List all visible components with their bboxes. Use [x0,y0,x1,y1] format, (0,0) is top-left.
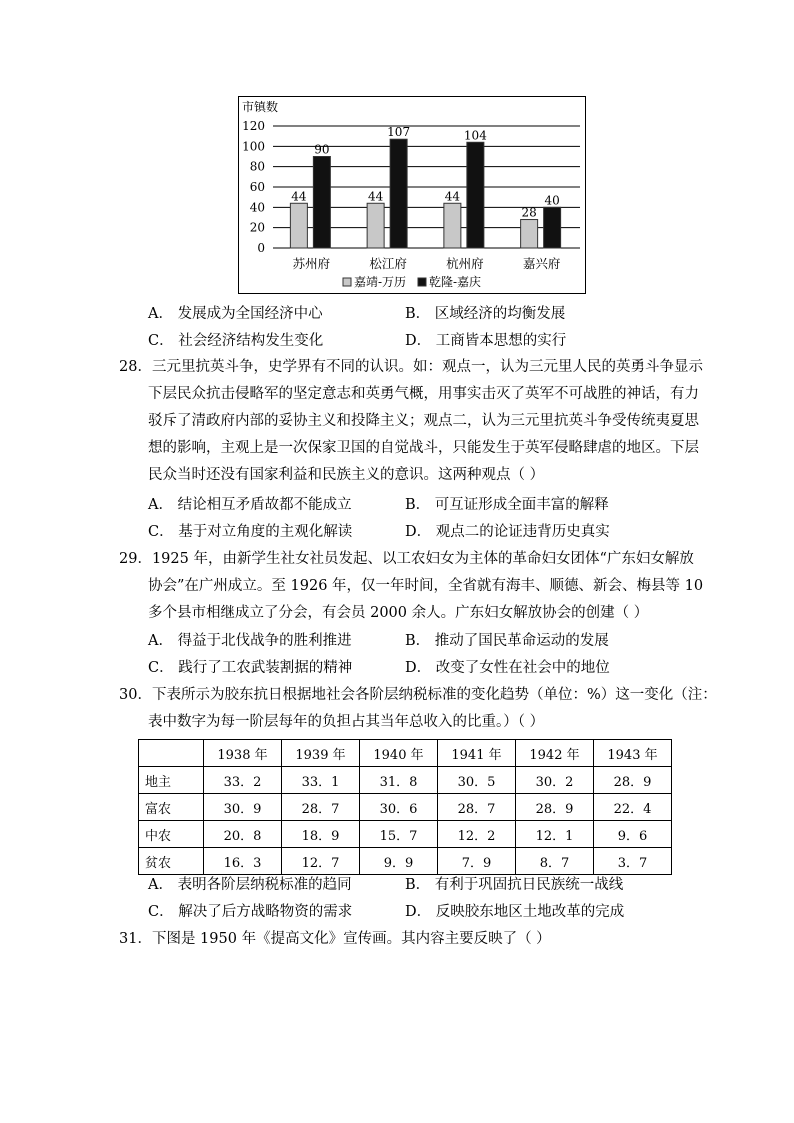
tax-rate-table [138,739,672,875]
q31-stem-line-1: 31．下图是 1950 年《提高文化》宣传画。其内容主要反映了（ ） [119,931,551,947]
table-cell: 28．9 [516,794,594,821]
table-row [139,794,672,821]
table-cell: 12．2 [438,821,516,848]
q28-stem-line-1: 28．三元里抗英斗争，史学界有不同的认识。如：观点一，认为三元里人民的英勇斗争显示 [119,359,703,375]
table-row-name: 贫农 [139,848,204,875]
legend-label: 乾隆-嘉庆 [429,275,482,289]
table-cell: 30．5 [438,767,516,794]
table-header-year: 1942 年 [516,740,594,767]
bar [313,157,330,249]
q27-option-d-label: D． [405,333,432,349]
bar-value-label: 90 [314,142,330,157]
q28-stem-line-4: 想的影响，主观上是一次保家卫国的自觉战斗，只能发生于英军侵略肆虐的地区。下层 [148,440,699,456]
q28-option-a-label: A． [148,497,173,513]
q27-option-a-text: 发展成为全国经济中心 [177,306,323,322]
q29-option-d-text: 改变了女性在社会中的地位 [435,660,610,676]
q30-option-d-text: 反映胶东地区土地改革的完成 [435,904,625,920]
y-tick-label: 20 [249,220,265,235]
town-count-chart [238,96,586,294]
bar [390,139,407,248]
table-cell: 9．9 [360,848,438,875]
q29-stem-line-3: 多个县市相继成立了分会，有会员 2000 余人。广东妇女解放协会的创建（ ） [148,605,649,621]
x-category-label: 嘉兴府 [522,256,561,271]
table-row-name: 地主 [139,767,204,794]
table-cell: 31．8 [360,767,438,794]
table-row [139,848,672,875]
q27-option-d[interactable] [405,331,566,351]
q30-option-b[interactable] [405,875,623,895]
q29-option-d[interactable] [405,658,610,678]
bar [367,203,384,248]
q30-option-b-label: B． [405,877,431,893]
x-category-label: 杭州府 [446,256,484,271]
bar-value-label: 44 [291,189,307,204]
q27-option-b[interactable] [405,304,565,324]
y-tick-label: 100 [242,139,265,154]
q29-option-a-text: 得益于北伐战争的胜利推进 [177,633,352,649]
bar-value-label: 40 [544,193,560,208]
bar-value-label: 44 [367,189,384,204]
q28-stem-line-2: 下层民众抗击侵略军的坚定意志和英勇气概，用事实击灭了英军不可战胜的神话，有力 [148,386,699,402]
table-cell: 22．4 [594,794,672,821]
table-cell: 30．6 [360,794,438,821]
table-cell: 33．1 [282,767,360,794]
q30-option-a-label: A． [148,877,173,893]
bar-value-label: 28 [521,205,537,220]
x-category-label: 苏州府 [292,256,331,271]
table-cell: 30．9 [204,794,282,821]
bar [444,203,461,248]
q30-option-c-label: C． [148,904,174,920]
q29-option-b-label: B． [405,633,431,649]
x-category-label: 松江府 [369,256,407,271]
bar [521,220,538,248]
q28-option-b-label: B． [405,497,431,513]
q28-option-a-text: 结论相互矛盾故都不能成立 [177,497,352,513]
q27-option-b-text: 区域经济的均衡发展 [434,306,566,322]
q28-option-c[interactable] [148,522,352,542]
bar-value-label: 107 [387,125,411,140]
q29-option-a[interactable] [148,631,352,651]
q28-option-a[interactable] [148,495,352,515]
table-header-year: 1938 年 [204,740,282,767]
table-cell: 8．7 [516,848,594,875]
y-tick-label: 120 [242,119,265,133]
bar-value-label: 44 [444,189,461,204]
q29-stem-line-1: 29．1925 年，由新学生社女社员发起、以工农妇女为主体的革命妇女团体“广东妇女解放 [119,551,694,567]
q27-option-d-text: 工商皆本思想的实行 [435,333,567,349]
q27-option-a[interactable] [148,304,323,324]
table-cell: 16．3 [204,848,282,875]
table-header-row [139,740,672,767]
table-header-year: 1940 年 [360,740,438,767]
q28-option-d-text: 观点二的论证违背历史真实 [435,524,610,540]
table-cell: 12．1 [516,821,594,848]
table-cell: 30．2 [516,767,594,794]
table-cell: 18．9 [282,821,360,848]
table-cell: 3．7 [594,848,672,875]
bar [544,207,561,248]
y-tick-label: 80 [249,159,265,174]
q28-option-b-text: 可互证形成全面丰富的解释 [434,497,609,513]
table-row-name: 中农 [139,821,204,848]
legend-label: 嘉靖-万历 [354,275,407,289]
q30-option-c-text: 解决了后方战略物资的需求 [178,904,353,920]
table-cell: 33．2 [204,767,282,794]
y-tick-label: 60 [249,180,265,194]
q29-option-c-label: C． [148,660,174,676]
bar-value-label: 104 [463,128,487,143]
table-cell: 28．7 [282,794,360,821]
table-cell: 7．9 [438,848,516,875]
table-row-name: 富农 [139,794,204,821]
table-cell: 28．9 [594,767,672,794]
y-tick-label: 40 [249,200,265,215]
q29-option-c[interactable] [148,658,352,678]
q28-option-c-label: C． [148,524,174,540]
table-cell: 15．7 [360,821,438,848]
table-row [139,767,672,794]
q27-option-c[interactable] [148,331,323,351]
bar [290,203,307,248]
table-cell: 28．7 [438,794,516,821]
table-cell: 9．6 [594,821,672,848]
q29-option-a-label: A． [148,633,173,649]
q28-stem-line-5: 民众当时还没有国家利益和民族主义的意识。这两种观点（ ） [148,467,545,483]
q28-option-d-label: D． [405,524,432,540]
legend-swatch [343,278,351,286]
q30-stem-line-1: 30．下表所示为胶东抗日根据地社会各阶层纳税标准的变化趋势（单位：%）这一变化（注： [119,687,717,703]
table-corner-cell [139,740,204,767]
legend-swatch [418,278,426,286]
table-header-year: 1943 年 [594,740,672,767]
q30-option-d[interactable] [405,902,624,922]
q29-stem-line-2: 协会”在广州成立。至 1926 年，仅一年时间，全省就有海丰、顺德、新会、梅县等 10 [148,578,704,594]
table-header-year: 1941 年 [438,740,516,767]
q27-option-c-label: C． [148,333,174,349]
q29-option-b[interactable] [405,631,609,651]
q27-option-c-text: 社会经济结构发生变化 [178,333,324,349]
q28-option-d[interactable] [405,522,610,542]
q27-option-b-label: B． [405,306,431,322]
q29-option-d-label: D． [405,660,432,676]
q30-option-b-text: 有利于巩固抗日民族统一战线 [434,877,624,893]
q28-option-b[interactable] [405,495,609,515]
q30-stem-line-2: 表中数字为每一阶层每年的负担占其当年总收入的比重。）（ ） [148,714,545,730]
q30-option-c[interactable] [148,902,352,922]
bar-chart-svg [239,97,585,293]
y-tick-label: 0 [257,241,265,255]
table-row [139,821,672,848]
q29-option-c-text: 践行了工农武装割据的精神 [178,660,353,676]
q30-option-a-text: 表明各阶层纳税标准的趋同 [177,877,352,893]
q29-option-b-text: 推动了国民革命运动的发展 [434,633,609,649]
table-cell: 12．7 [282,848,360,875]
q28-stem-line-3: 驳斥了清政府内部的妥协主义和投降主义；观点二，认为三元里抗英斗争受传统夷夏思 [148,413,699,429]
q27-option-a-label: A． [148,306,173,322]
y-axis-label: 市镇数 [242,100,279,114]
q30-option-d-label: D． [405,904,432,920]
table-cell: 20．8 [204,821,282,848]
q30-option-a[interactable] [148,875,352,895]
table-header-year: 1939 年 [282,740,360,767]
q28-option-c-text: 基于对立角度的主观化解读 [178,524,353,540]
bar [467,142,484,248]
